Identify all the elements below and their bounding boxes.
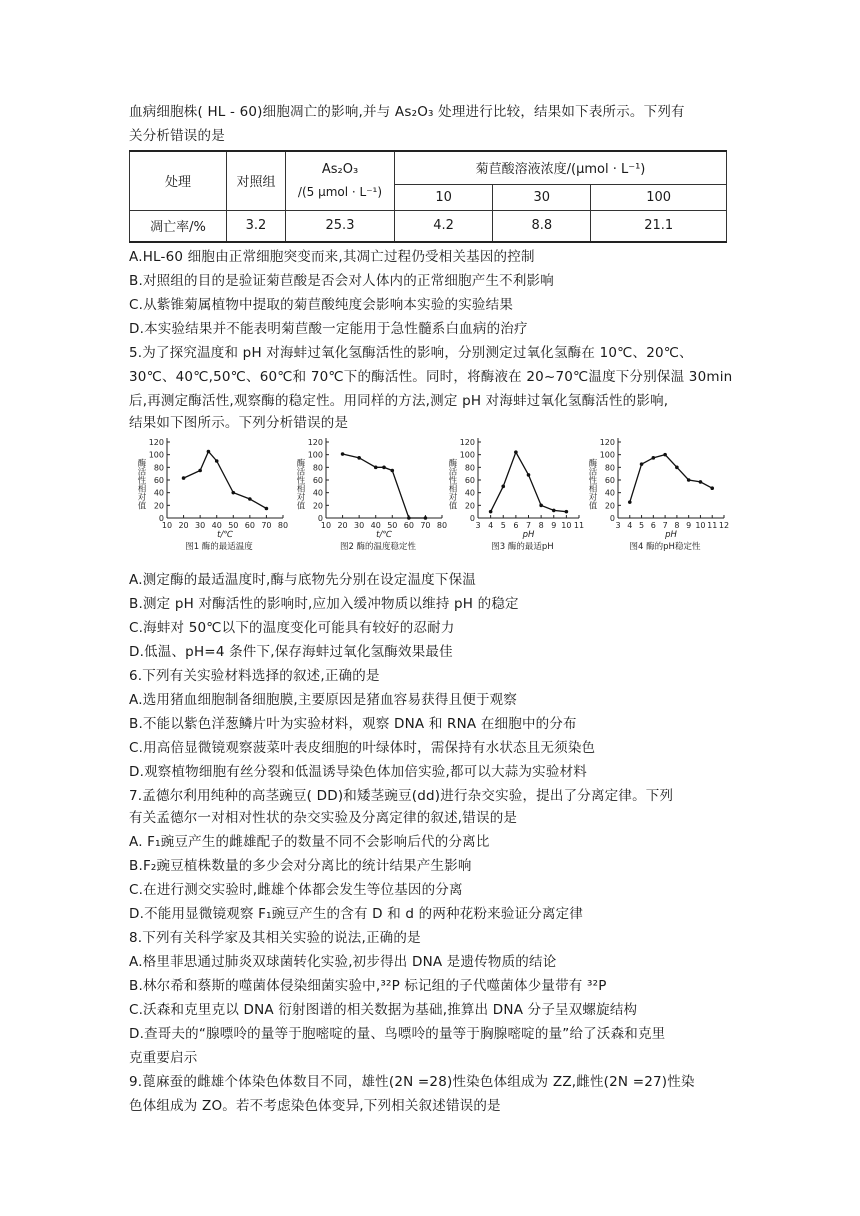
data-point [424,516,428,520]
data-point [382,466,386,470]
y-tick-label: 60 [604,476,615,485]
x-tick-label: 20 [337,521,348,530]
figure-caption: 图4 酶的pH稳定性 [629,542,701,552]
y-tick-label: 20 [604,501,615,511]
data-point [565,510,569,514]
chart-3-svg [440,432,585,564]
x-tick-label: 7 [662,521,668,530]
figure-caption: 图3 酶的最适pH [491,542,554,552]
question-line: 后,再测定酶活性,观察酶的稳定性。用同样的方法,测定 pH 对海蚌过氧化氢酶活性的影响, [129,393,669,409]
header-as2o3 [286,151,395,210]
y-tick-label: 0 [469,514,475,523]
x-tick-label: 60 [244,521,255,530]
y-tick-label: 100 [459,450,475,460]
chart-4 [580,432,730,564]
results-table [129,150,727,243]
x-tick-label: 3 [615,521,621,530]
x-tick-label: 8 [674,521,680,530]
x-axis-label: t/℃ [376,530,392,540]
x-tick-label: 60 [403,521,414,530]
data-point [663,453,667,457]
chart-3 [440,432,585,564]
cell-value: 3.2 [227,210,286,242]
data-point [374,466,378,470]
y-tick-label: 80 [153,463,164,473]
data-point [699,480,703,484]
cell-value: 4.2 [395,210,493,242]
x-tick-label: 8 [538,521,544,530]
y-tick-label: 100 [148,450,164,460]
x-tick-label: 6 [513,521,519,530]
conc-value: 100 [591,184,727,210]
x-tick-label: 9 [686,521,692,530]
x-tick-label: 9 [551,521,557,530]
x-tick-label: 12 [718,521,730,530]
data-point [215,459,219,463]
data-point [182,476,186,480]
data-point [207,450,211,454]
series-line [184,452,267,509]
x-tick-label: 80 [277,521,289,530]
body-line: A.测定酶的最适温度时,酶与底物先分别在设定温度下保温 [129,572,476,588]
header-control: 对照组 [227,151,286,210]
x-tick-label: 10 [695,521,706,530]
x-tick-label: 50 [387,521,398,530]
option-line: B.对照组的目的是验证菊苣酸是否会对人体内的正常细胞产生不利影响 [129,273,554,289]
body-line: C.用高倍显微镜观察菠菜叶表皮细胞的叶绿体时，需保持有水状态且无须染色 [129,740,596,756]
x-tick-label: 10 [320,521,332,530]
option-line: C.从紫锥菊属植物中提取的菊苣酸纯度会影响本实验的实验结果 [129,297,514,313]
y-tick-label: 120 [148,438,164,447]
y-axis-label: 酶活性相对值 [295,458,305,510]
body-line: C.海蚌对 50℃以下的温度变化可能具有较好的忍耐力 [129,620,455,636]
as2o3-unit: /(5 μmol · L⁻¹) [297,185,383,200]
x-tick-label: 40 [211,521,222,530]
y-tick-label: 0 [609,514,615,523]
body-line: B.林尔希和蔡斯的噬菌体侵染细菌实验中,³²P 标记组的子代噬菌体少量带有 ³²P [129,978,607,994]
intro-line: 关分析错误的是 [129,128,225,144]
body-line: C.在进行测交实验时,雌雄个体都会发生等位基因的分离 [129,882,463,898]
y-tick-label: 40 [153,488,164,498]
x-axis-label: pH [665,530,677,540]
x-tick-label: 30 [195,521,206,530]
x-tick-label: 70 [261,521,272,530]
y-tick-label: 60 [153,476,164,485]
conc-value: 10 [395,184,493,210]
series-line [491,452,567,512]
chart-4-svg [580,432,730,564]
y-tick-label: 20 [464,501,475,511]
cell-value: 8.8 [493,210,591,242]
y-tick-label: 40 [604,488,615,498]
body-line: B.不能以紫色洋葱鳞片叶为实验材料，观察 DNA 和 RNA 在细胞中的分布 [129,716,577,732]
x-tick-label: 4 [488,521,494,530]
y-axis-label: 酶活性相对值 [447,458,457,510]
x-tick-label: 80 [436,521,448,530]
row-label: 凋亡率/% [130,210,227,242]
x-tick-label: 40 [370,521,381,530]
y-tick-label: 40 [312,488,323,498]
body-line: 6.下列有关实验材料选择的叙述,正确的是 [129,668,380,684]
data-point [687,478,691,482]
header-concentration: 菊苣酸溶液浓度/(μmol · L⁻¹) [395,151,727,184]
y-tick-label: 80 [312,463,323,473]
y-tick-label: 80 [464,463,475,473]
data-point [390,469,394,473]
x-tick-label: 50 [228,521,239,530]
data-point [652,456,656,460]
body-line: 7.孟德尔利用纯种的高茎豌豆( DD)和矮茎豌豆(dd)进行杂交实验，提出了分离定律。下列 [129,788,674,804]
body-line: D.低温、pH=4 条件下,保存海蚌过氧化氢酶效果最佳 [129,644,453,660]
x-tick-label: 4 [627,521,633,530]
option-line: D.本实验结果并不能表明菊苣酸一定能用于急性髓系白血病的治疗 [129,321,528,337]
data-point [198,469,202,473]
data-point [501,485,505,489]
data-point [527,473,531,477]
figure-caption: 图1 酶的最适温度 [185,542,253,552]
series-line [343,454,426,518]
data-point [231,491,235,495]
y-tick-label: 120 [307,438,323,447]
data-point [675,466,679,470]
body-line: B.测定 pH 对酶活性的影响时,应加入缓冲物质以维持 pH 的稳定 [129,596,519,612]
body-line: C.沃森和克里克以 DNA 衍射图谱的相关数据为基础,推算出 DNA 分子呈双螺旋结构 [129,1002,638,1018]
y-tick-label: 20 [312,501,323,511]
data-point [341,452,345,456]
y-tick-label: 100 [599,450,615,460]
x-tick-label: 5 [500,521,506,530]
x-tick-label: 10 [561,521,572,530]
x-tick-label: 30 [354,521,365,530]
question-line: 30℃、40℃,50℃、60℃和 70℃下的酶活性。同时，将酶液在 20~70℃温度下分别保温 30min [129,369,733,385]
y-tick-label: 120 [459,438,475,447]
y-tick-label: 0 [158,514,164,523]
chart-1-svg [129,432,289,564]
y-axis-label: 酶活性相对值 [136,458,146,510]
body-line: B.F₂豌豆植株数量的多少会对分离比的统计结果产生影响 [129,858,472,874]
x-tick-label: 10 [161,521,173,530]
cell-value: 21.1 [591,210,727,242]
body-line: 8.下列有关科学家及其相关实验的说法,正确的是 [129,930,421,946]
data-point [628,500,632,504]
data-point [489,510,493,514]
y-tick-label: 20 [153,501,164,511]
y-tick-label: 60 [312,476,323,485]
data-point [539,504,543,508]
y-tick-label: 80 [604,463,615,473]
cell-value: 25.3 [286,210,395,242]
chart-1 [129,432,289,564]
x-tick-label: 70 [420,521,431,530]
figure-caption: 图2 酶的温度稳定性 [339,542,417,552]
body-line: 9.蓖麻蚕的雌雄个体染色体数目不同，雄性(2N =28)性染色体组成为 ZZ,雌性(2N =27)性染 [129,1074,695,1090]
body-line: 色体组成为 ZO。若不考虑染色体变异,下列相关叙述错误的是 [129,1098,501,1114]
as2o3-label: As₂O₃ [321,162,359,178]
x-tick-label: 20 [178,521,189,530]
option-line: A.HL-60 细胞由正常细胞突变而来,其凋亡过程仍受相关基因的控制 [129,249,535,265]
y-tick-label: 60 [464,476,475,485]
x-tick-label: 7 [525,521,532,530]
x-tick-label: 11 [707,521,718,530]
x-tick-label: 6 [650,521,656,530]
y-tick-label: 100 [307,450,323,460]
question-line: 结果如下图所示。下列分析错误的是 [129,415,349,431]
body-line: A. F₁豌豆产生的雌雄配子的数量不同不会影响后代的分离比 [129,834,490,850]
body-line: D.观察植物细胞有丝分裂和低温诱导染色体加倍实验,都可以大蒜为实验材料 [129,764,587,780]
x-axis-label: pH [522,530,535,540]
body-line: 有关孟德尔一对相对性状的杂交实验及分离定律的叙述,错误的是 [129,810,518,826]
y-axis-label: 酶活性相对值 [587,458,597,510]
data-point [265,507,269,511]
question-line: 5.为了探究温度和 pH 对海蚌过氧化氢酶活性的影响，分别测定过氧化氢酶在 10℃、20℃、 [129,345,693,361]
data-point [407,516,411,520]
x-tick-label: 5 [639,521,645,530]
body-line: D.不能用显微镜观察 F₁豌豆产生的含有 D 和 d 的两种花粉来验证分离定律 [129,906,584,922]
body-line: 克重要启示 [129,1050,198,1066]
data-point [357,456,361,460]
body-line: A.格里菲思通过肺炎双球菌转化实验,初步得出 DNA 是遗传物质的结论 [129,954,557,970]
body-line: D.查哥夫的“腺嘌呤的量等于胞嘧啶的量、鸟嘌呤的量等于胸腺嘧啶的量”给了沃森和克里 [129,1026,666,1042]
data-point [552,509,556,513]
x-tick-label: 11 [573,521,585,530]
data-point [640,462,644,466]
y-tick-label: 0 [317,514,323,523]
data-point [248,497,252,501]
body-line: A.选用猪血细胞制备细胞膜,主要原因是猪血容易获得且便于观察 [129,692,518,708]
conc-value: 30 [493,184,591,210]
header-treatment: 处理 [130,151,227,210]
data-point [514,450,518,454]
chart-2 [288,432,448,564]
x-tick-label: 3 [475,521,481,530]
series-line [630,455,712,503]
y-tick-label: 120 [599,438,615,447]
data-point [710,486,714,490]
chart-2-svg [288,432,448,564]
intro-line: 血病细胞株( HL - 60)细胞凋亡的影响,并与 As₂O₃ 处理进行比较，结果如下表所示。下列有 [129,104,685,120]
y-tick-label: 40 [464,488,475,498]
x-axis-label: t/℃ [217,530,233,540]
